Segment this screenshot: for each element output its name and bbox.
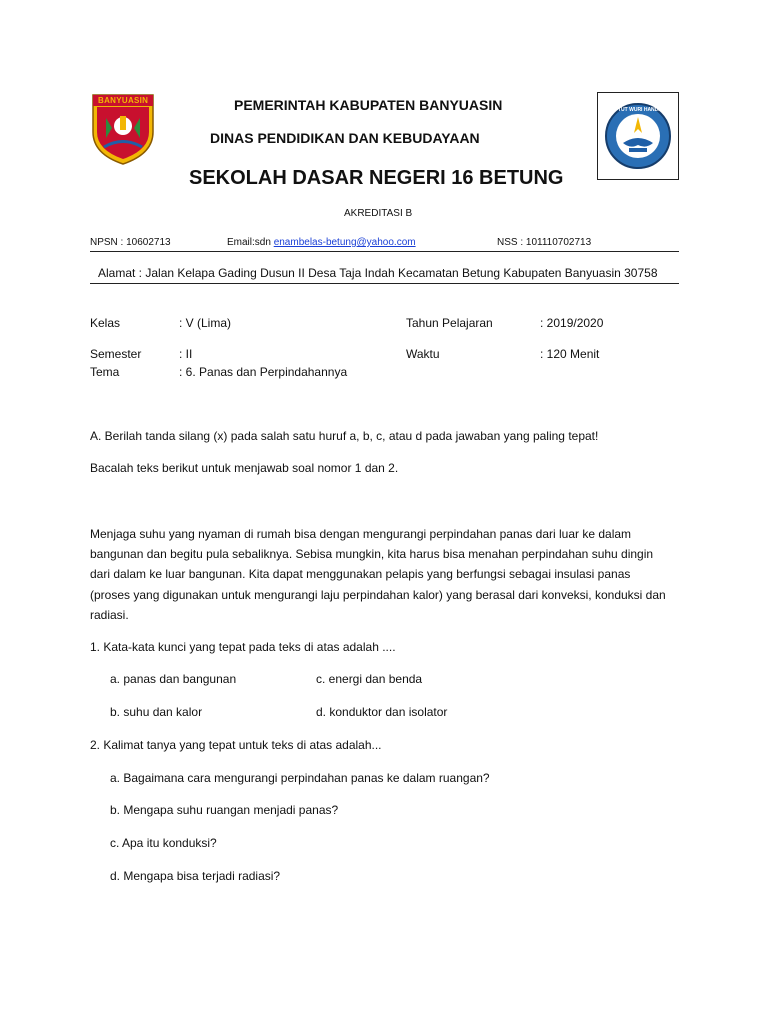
instruction-a: A. Berilah tanda silang (x) pada salah satu huruf a, b, c, atau d pada jawaban yang paling tepat!: [90, 429, 599, 443]
instruction-read: Bacalah teks berikut untuk menjawab soal nomor 1 dan 2.: [90, 461, 399, 475]
email-label: Email:sdn: [227, 237, 274, 248]
semester-label: Semester: [90, 347, 142, 361]
kelas-value: : V (Lima): [179, 316, 232, 330]
q2-option-a[interactable]: a. Bagaimana cara mengurangi perpindahan panas ke dalam ruangan?: [110, 771, 490, 785]
tema-label: Tema: [90, 365, 120, 379]
q1-option-d[interactable]: d. konduktor dan isolator: [316, 705, 448, 719]
tut-wuri-handayani-text: TUT WURI HANDAYANI: [618, 107, 673, 113]
tema-value: : 6. Panas dan Perpindahannya: [179, 365, 348, 379]
waktu-label: Waktu: [406, 347, 440, 361]
semester-value: : II: [179, 347, 193, 361]
banyuasin-logo-text: BANYUASIN: [98, 96, 149, 105]
school-title: SEKOLAH DASAR NEGERI 16 BETUNG: [189, 167, 564, 189]
q2-option-b[interactable]: b. Mengapa suhu ruangan menjadi panas?: [110, 803, 339, 817]
email-link[interactable]: enambelas-betung@yahoo.com: [273, 237, 416, 248]
npsn: NPSN : 10602713: [90, 237, 171, 248]
q1-option-b[interactable]: b. suhu dan kalor: [110, 705, 203, 719]
q1-option-a[interactable]: a. panas dan bangunan: [110, 672, 237, 686]
header-divider-top: [90, 251, 679, 252]
header-divider-bottom: [90, 283, 679, 284]
q2-option-d[interactable]: d. Mengapa bisa terjadi radiasi?: [110, 869, 281, 883]
question-2: 2. Kalimat tanya yang tepat untuk teks di atas adalah...: [90, 738, 382, 752]
accreditation: AKREDITASI B: [344, 208, 413, 219]
nss: NSS : 101110702713: [497, 237, 592, 248]
banyuasin-logo: [90, 92, 156, 166]
q1-option-c[interactable]: c. energi dan benda: [316, 672, 423, 686]
tahun-value: : 2019/2020: [540, 316, 604, 330]
q2-option-c[interactable]: c. Apa itu konduksi?: [110, 836, 217, 850]
school-address: Alamat : Jalan Kelapa Gading Dusun II Desa Taja Indah Kecamatan Betung Kabupaten Banyuasin 30758: [98, 266, 658, 280]
kelas-label: Kelas: [90, 316, 121, 330]
tahun-label: Tahun Pelajaran: [406, 316, 493, 330]
government-title: PEMERINTAH KABUPATEN BANYUASIN: [234, 97, 503, 113]
department-title: DINAS PENDIDIKAN DAN KEBUDAYAAN: [210, 130, 480, 146]
question-1: 1. Kata-kata kunci yang tepat pada teks di atas adalah ....: [90, 640, 396, 654]
email-line: [227, 237, 416, 248]
reading-passage: Menjaga suhu yang nyaman di rumah bisa dengan mengurangi perpindahan panas dari luar ke dalam bangunan dan begitu pula sebaliknya. Sebisa mungkin, kita harus bisa menahan perpindahan suhu dingin dari dalam ke luar bangunan. Kita dapat menggunakan pelapis yang berfungsi sebagai insulasi panas (proses yang digunakan untuk mengurangi laju perpindahan kalor) yang berasal dari konveksi, konduksi dan radiasi.: [90, 527, 666, 622]
waktu-value: : 120 Menit: [540, 347, 600, 361]
tut-wuri-handayani-logo: [597, 92, 679, 180]
